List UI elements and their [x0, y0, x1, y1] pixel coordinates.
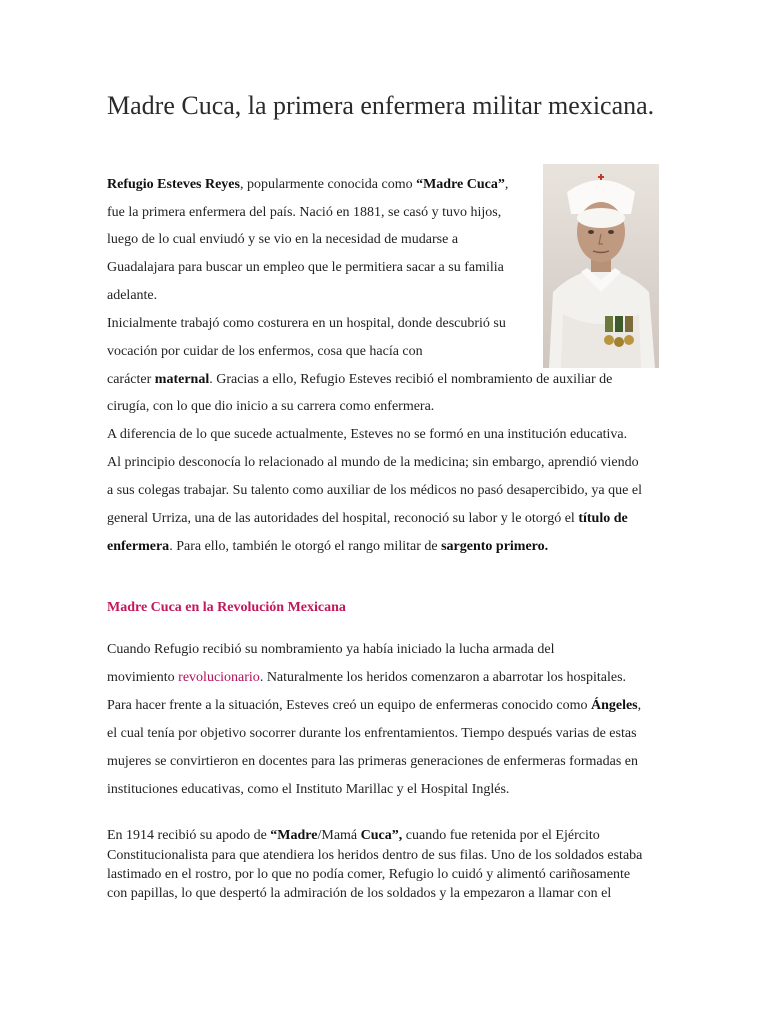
paragraph-line — [107, 696, 641, 716]
paragraph-line: Cuando Refugio recibió su nombramiento ya había iniciado la lucha armada del — [107, 642, 555, 657]
bold-titulo: título de — [578, 511, 628, 526]
paragraph-line: Guadalajara para buscar un empleo que le permitiera sacar a su familia — [107, 260, 504, 275]
text-span: . Naturalmente los heridos comenzaron a abarrotar los hospitales. — [259, 670, 627, 685]
paragraph-line: cirugía, con lo que dio inicio a su carrera como enfermera. — [107, 399, 435, 414]
paragraph-line: mujeres se convirtieron en docentes para las primeras generaciones de enfermeras formadas en — [107, 754, 638, 769]
bold-nickname: “Madre Cuca” — [416, 177, 505, 192]
paragraph-line: Inicialmente trabajó como costurera en un hospital, donde descubrió su — [107, 316, 506, 331]
paragraph-line: A diferencia de lo que sucede actualmente, Esteves no se formó en una institución educativa. — [107, 427, 628, 442]
text-span: general Urriza, una de las autoridades del hospital, reconoció su labor y le otorgó el — [107, 511, 579, 526]
paragraph-line: a sus colegas trabajar. Su talento como auxiliar de los médicos no pasó desapercibido, ya que el — [107, 483, 642, 498]
bold-cuca: Cuca”, — [360, 828, 403, 843]
paragraph-line: vocación por cuidar de los enfermos, cosa que hacía con — [107, 344, 423, 359]
bold-angeles: Ángeles — [590, 698, 638, 713]
text-span: cuando fue retenida por el Ejército — [402, 828, 600, 843]
paragraph-line — [107, 370, 612, 390]
text-span: Para hacer frente a la situación, Esteves creó un equipo de enfermeras conocido como — [107, 698, 591, 713]
bold-name: Refugio Esteves Reyes — [107, 177, 240, 192]
paragraph-line — [107, 175, 508, 195]
bold-madre: “Madre — [270, 828, 318, 843]
bold-enfermera: enfermera — [107, 539, 170, 554]
bold-maternal: maternal — [154, 372, 210, 387]
text-span: /Mamá — [317, 828, 361, 843]
paragraph-line: fue la primera enfermera del país. Nació en 1881, se casó y tuvo hijos, — [107, 205, 502, 220]
paragraph-line — [107, 537, 548, 557]
text-span: , — [637, 698, 642, 713]
paragraph-line — [107, 509, 628, 529]
paragraph-line: instituciones educativas, como el Instituto Marillac y el Hospital Inglés. — [107, 782, 510, 797]
paragraph-line — [107, 668, 626, 688]
text-span: carácter — [107, 372, 155, 387]
section-heading: Madre Cuca en la Revolución Mexicana — [107, 600, 346, 615]
paragraph-line: lastimado en el rostro, por lo que no podía comer, Refugio lo cuidó y alimentó cariñosamente — [107, 867, 631, 882]
article-title: Madre Cuca, la primera enfermera militar mexicana. — [107, 91, 655, 120]
text-span: . Gracias a ello, Refugio Esteves recibió el nombramiento de auxiliar de — [209, 372, 613, 387]
paragraph-line: Constitucionalista para que atendiera los heridos dentro de sus filas. Uno de los soldados estaba — [107, 848, 643, 863]
text-span: , — [504, 177, 509, 192]
portrait-photo — [543, 164, 659, 368]
text-span: En 1914 recibió su apodo de — [107, 828, 271, 843]
paragraph-line: luego de lo cual enviudó y se vio en la necesidad de mudarse a — [107, 232, 459, 247]
paragraph-line: Al principio desconocía lo relacionado al mundo de la medicina; sin embargo, aprendió viendo — [107, 455, 639, 470]
bold-sargento: sargento primero. — [441, 539, 549, 554]
paragraph-line: con papillas, lo que despertó la admiración de los soldados y la empezaron a llamar con el — [107, 886, 612, 901]
paragraph-line: el cual tenía por objetivo socorrer durante los enfrentamientos. Tiempo después varias de estas — [107, 726, 637, 741]
text-span: , popularmente conocida como — [239, 177, 417, 192]
text-span: . Para ello, también le otorgó el rango militar de — [169, 539, 442, 554]
revolucionario-link[interactable]: revolucionario — [178, 670, 260, 685]
paragraph-line — [107, 826, 600, 846]
text-span: movimiento — [107, 670, 179, 685]
paragraph-line: adelante. — [107, 288, 158, 303]
